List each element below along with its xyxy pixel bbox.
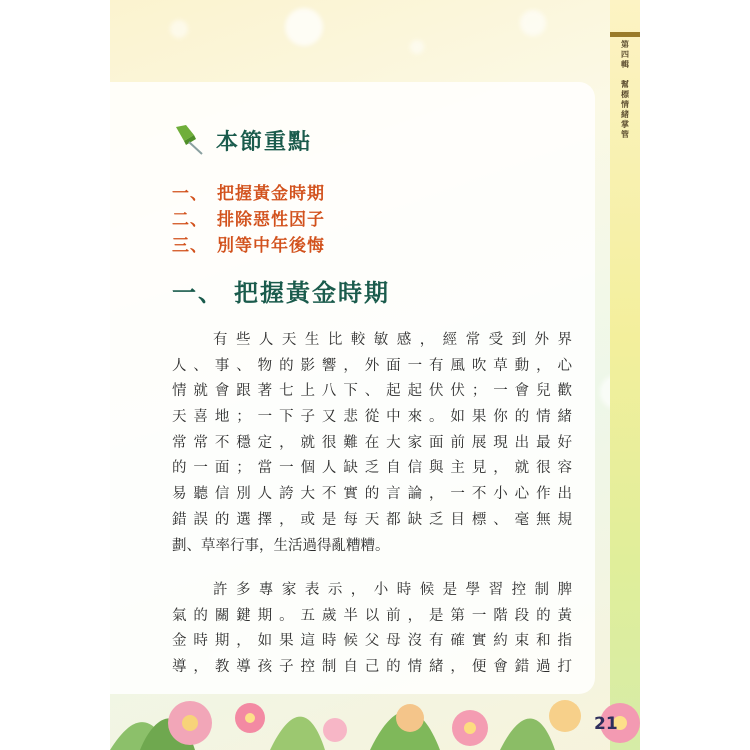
paragraph-line: 天喜地；一下子又悲從中來。如果你的情緒 [172, 409, 572, 426]
chapter-title-label: 幫 標 情 緒 掌 管 [621, 80, 629, 139]
pushpin-icon [172, 123, 206, 157]
key-point-text: 排除惡性因子 [217, 210, 325, 230]
section-number: 一、 [172, 279, 224, 307]
key-points-heading [172, 122, 312, 158]
paragraph-line: 人、事、物的影響，外面一有風吹草動，心 [172, 357, 572, 374]
chapter-part-label: 第 四 輯 [621, 40, 629, 69]
body-paragraph-1 [172, 328, 572, 559]
paragraph-line: 氣的關鍵期。五歲半以前，是第一階段的黃 [172, 607, 572, 624]
body-paragraph-2 [172, 578, 572, 681]
page-number: 21 [594, 714, 618, 734]
paragraph-line: 導，教導孩子控制自己的情緒，便會錯過打 [172, 659, 572, 676]
key-point-text: 別等中年後悔 [217, 236, 325, 256]
section-title-text: 把握黃金時期 [234, 279, 390, 307]
paragraph-line: 的一面；當一個人缺乏自信與主見，就很容 [172, 460, 572, 477]
key-point-3 [172, 231, 325, 256]
section-title [172, 273, 390, 308]
key-point-text: 把握黃金時期 [217, 184, 325, 204]
paragraph-line: 情就會跟著七上八下、起起伏伏；一會兒歡 [172, 383, 572, 400]
flower-decoration [110, 688, 640, 750]
key-point-number: 三、 [172, 236, 208, 256]
key-point-number: 一、 [172, 184, 208, 204]
key-points-title: 本節重點 [216, 129, 313, 155]
paragraph-line: 易聽信別人誇大不實的言論，一不小心作出 [172, 486, 572, 503]
paragraph-line: 有些人天生比較敏感，經常受到外界 [213, 332, 572, 348]
paragraph-line: 常常不穩定，就很難在大家面前展現出最好 [172, 434, 572, 451]
key-point-2 [172, 205, 325, 230]
paragraph-line: 劃、草率行事，生活過得亂糟糟。 [172, 537, 390, 554]
chapter-tab-strip [610, 0, 640, 750]
key-point-1 [172, 179, 325, 204]
chapter-tab-bar [610, 32, 640, 37]
paragraph-line: 許多專家表示，小時候是學習控制脾 [213, 582, 572, 598]
key-point-number: 二、 [172, 210, 208, 230]
paragraph-line: 錯誤的選擇，或是每天都缺乏目標、毫無規 [172, 511, 572, 528]
paragraph-line: 金時期，如果這時候父母沒有確實約束和指 [172, 633, 572, 650]
